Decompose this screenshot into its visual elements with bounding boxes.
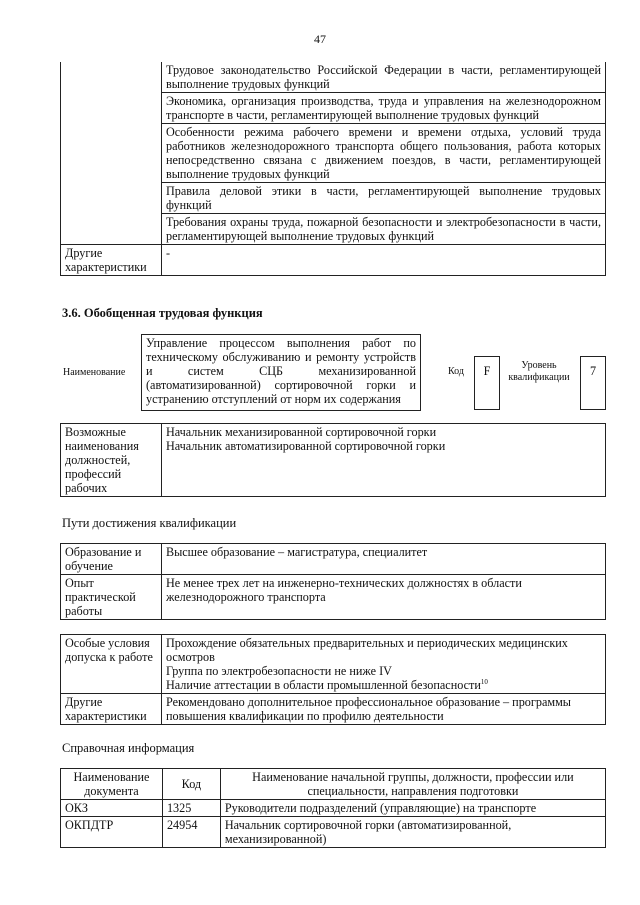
function-name: Управление процессом выполнения работ по техническому обслуживанию и ремонту устройств и систем СЦБ механизированной (автоматизированной) сортировочной горки и устранению отступлений от норм их содержания [141, 334, 421, 411]
experience-label: Опыт практической работы [61, 575, 162, 620]
name-label: Наименование [63, 367, 126, 378]
reference-code: 24954 [162, 817, 220, 848]
reference-name: Руководители подразделений (управляющие) на транспорте [220, 800, 605, 817]
level-label: Уровень квалификации [508, 360, 570, 383]
reference-table [60, 768, 606, 848]
reference-title: Справочная информация [62, 741, 195, 755]
position-item: Начальник механизированной сортировочной горки [165, 425, 437, 439]
reference-document: ОКЗ [61, 800, 163, 817]
section-title: 3.6. Обобщенная трудовая функция [62, 306, 263, 320]
conditions-label: Особые условия допуска к работе [61, 635, 162, 694]
condition-item: Прохождение обязательных предварительных и периодических медицинских осмотров [165, 636, 568, 664]
experience-value: Не менее трех лет на инженерно-технических должностях в области железнодорожного транспорта [161, 575, 605, 620]
other-characteristics-value: - [161, 245, 605, 276]
condition-item: Наличие аттестации в области промышленной безопасности$^{10}$ [165, 677, 488, 692]
other-characteristics-label: Другие характеристики [61, 245, 162, 276]
knowledge-item: Правила деловой этики в части, регламентирующей выполнение трудовых функций [161, 183, 605, 214]
reference-header-name: Наименование начальной группы, должности, профессии или специальности, направления подготовки [220, 769, 605, 800]
page-number: 47 [314, 32, 326, 46]
positions-table [60, 423, 606, 497]
education-value: Высшее образование – магистратура, специалитет [161, 544, 605, 575]
education-table [60, 543, 606, 620]
table-row [61, 800, 606, 817]
other-label: Другие характеристики [61, 694, 162, 725]
reference-name: Начальник сортировочной горки (автоматизированной, механизированной) [220, 817, 605, 848]
knowledge-item: Экономика, организация производства, труда и управления на железнодорожном транспорте в части, регламентирующей выполнение трудовых функций [161, 93, 605, 124]
knowledge-item: Особенности режима рабочего времени и времени отдыха, условий труда работников железнодорожного транспорта общего пользования, работа которых непосредственно связана с движением поездов, в части, регламентирующей выполнение трудовых функций [161, 124, 605, 183]
knowledge-table [60, 62, 606, 276]
reference-header-document: Наименование документа [61, 769, 163, 800]
reference-header-code: Код [162, 769, 220, 800]
reference-code: 1325 [162, 800, 220, 817]
table-row [61, 817, 606, 848]
position-item: Начальник автоматизированной сортировочной горки [165, 439, 446, 453]
footnote-ref[interactable]: 10 [480, 677, 488, 686]
knowledge-item: Трудовое законодательство Российской Федерации в части, регламентирующей выполнение трудовых функций [161, 62, 605, 93]
qualification-title: Пути достижения квалификации [62, 516, 237, 530]
knowledge-label-cell [61, 62, 162, 245]
positions-label: Возможные наименования должностей, профессий рабочих [61, 424, 162, 497]
level-value: 7 [580, 356, 606, 410]
condition-item: Группа по электробезопасности не ниже IV [165, 664, 392, 678]
reference-document: ОКПДТР [61, 817, 163, 848]
conditions-table [60, 634, 606, 725]
knowledge-item: Требования охраны труда, пожарной безопасности и электробезопасности в части, регламентирующей выполнение трудовых функций [161, 214, 605, 245]
code-label: Код [448, 366, 464, 377]
education-label: Образование и обучение [61, 544, 162, 575]
code-value: F [474, 356, 500, 410]
other-value: Рекомендовано дополнительное профессиональное образование – программы повышения квалификации по профилю деятельности [161, 694, 605, 725]
